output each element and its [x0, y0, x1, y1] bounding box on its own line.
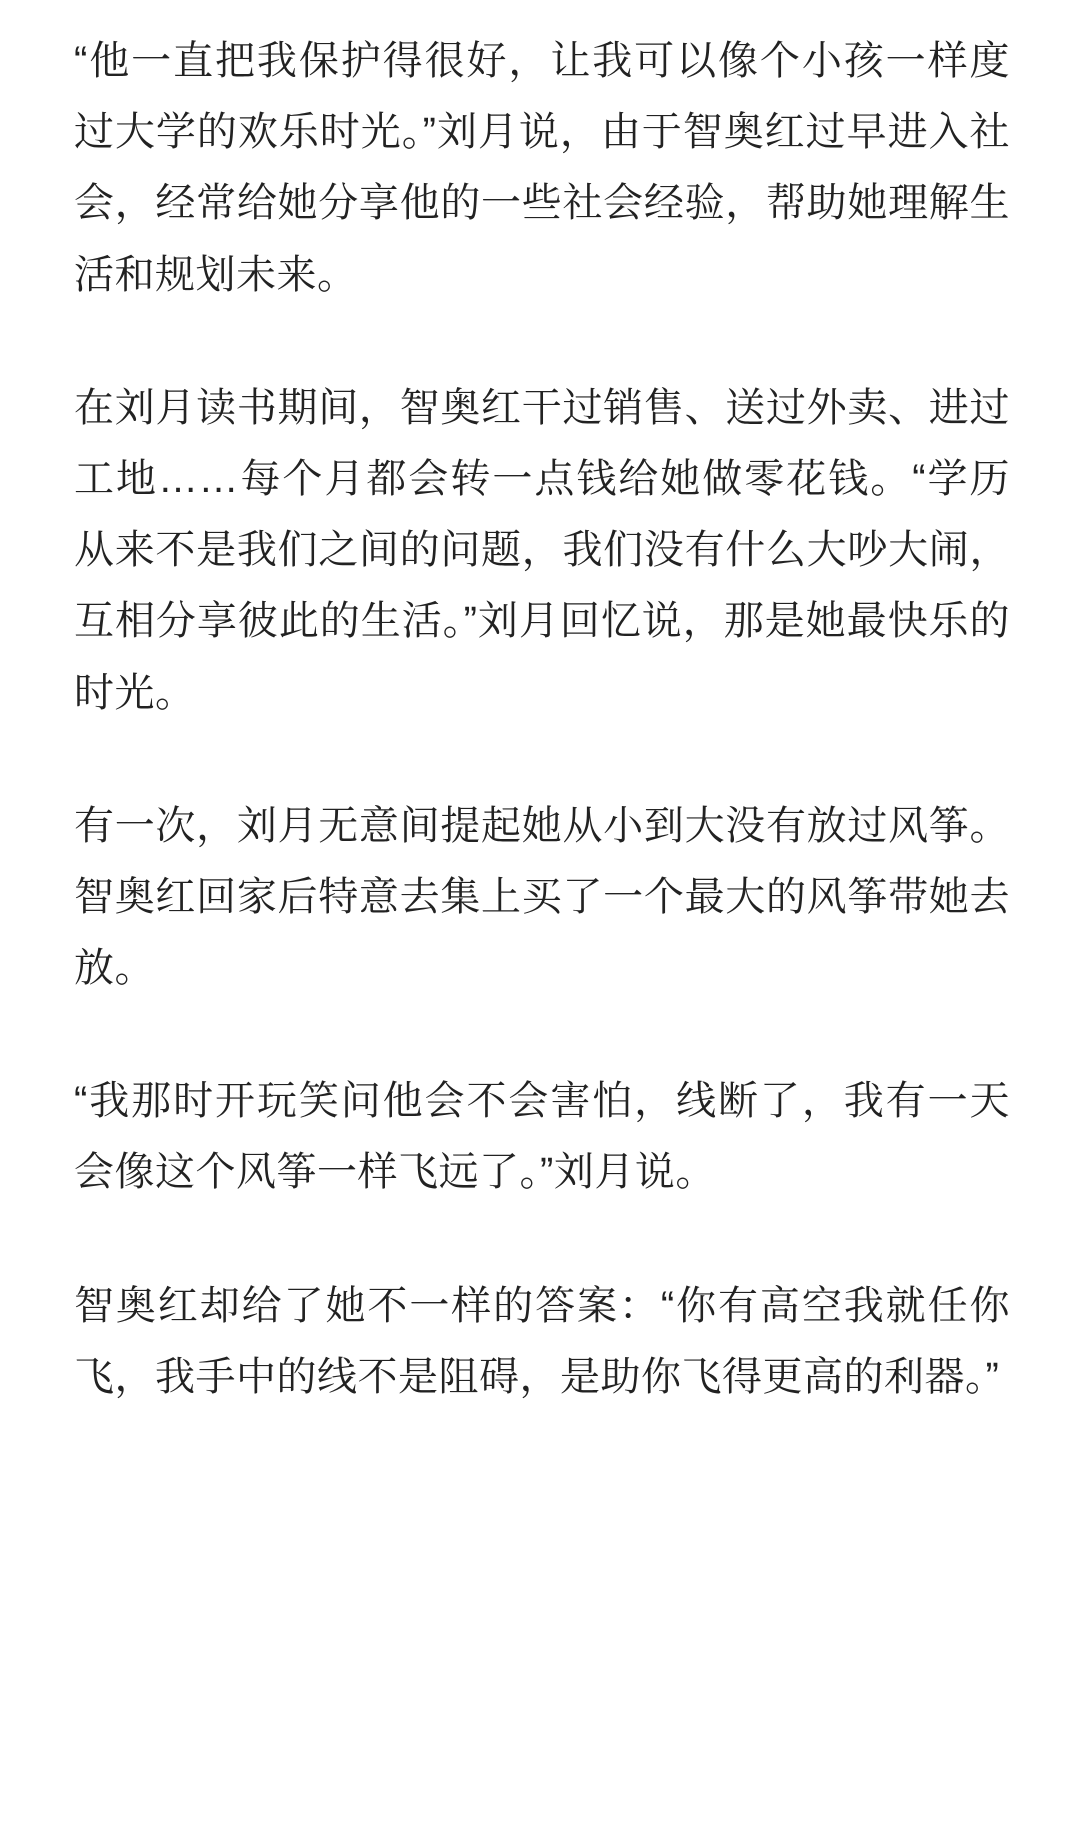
paragraph-1: “他一直把我保护得很好，让我可以像个小孩一样度过大学的欢乐时光。”刘月说，由于智奥红过早进入社会，经常给她分享他的一些社会经验，帮助她理解生活和规划未来。: [74, 39, 1010, 297]
article-body: [74, 26, 1010, 1413]
paragraph-3: 有一次，刘月无意间提起她从小到大没有放过风筝。智奥红回家后特意去集上买了一个最大的风筝带她去放。: [74, 803, 1010, 991]
paragraph-4: “我那时开玩笑问他会不会害怕，线断了，我有一天会像这个风筝一样飞远了。”刘月说。: [74, 1079, 1010, 1195]
paragraph-5: 智奥红却给了她不一样的答案：“你有高空我就任你飞，我手中的线不是阻碍，是助你飞得更高的利器。”: [74, 1283, 1010, 1399]
paragraph-2: 在刘月读书期间，智奥红干过销售、送过外卖、进过工地……每个月都会转一点钱给她做零花钱。“学历从来不是我们之间的问题，我们没有什么大吵大闹，互相分享彼此的生活。”刘月回忆说，那是她最快乐的时光。: [74, 385, 1010, 715]
